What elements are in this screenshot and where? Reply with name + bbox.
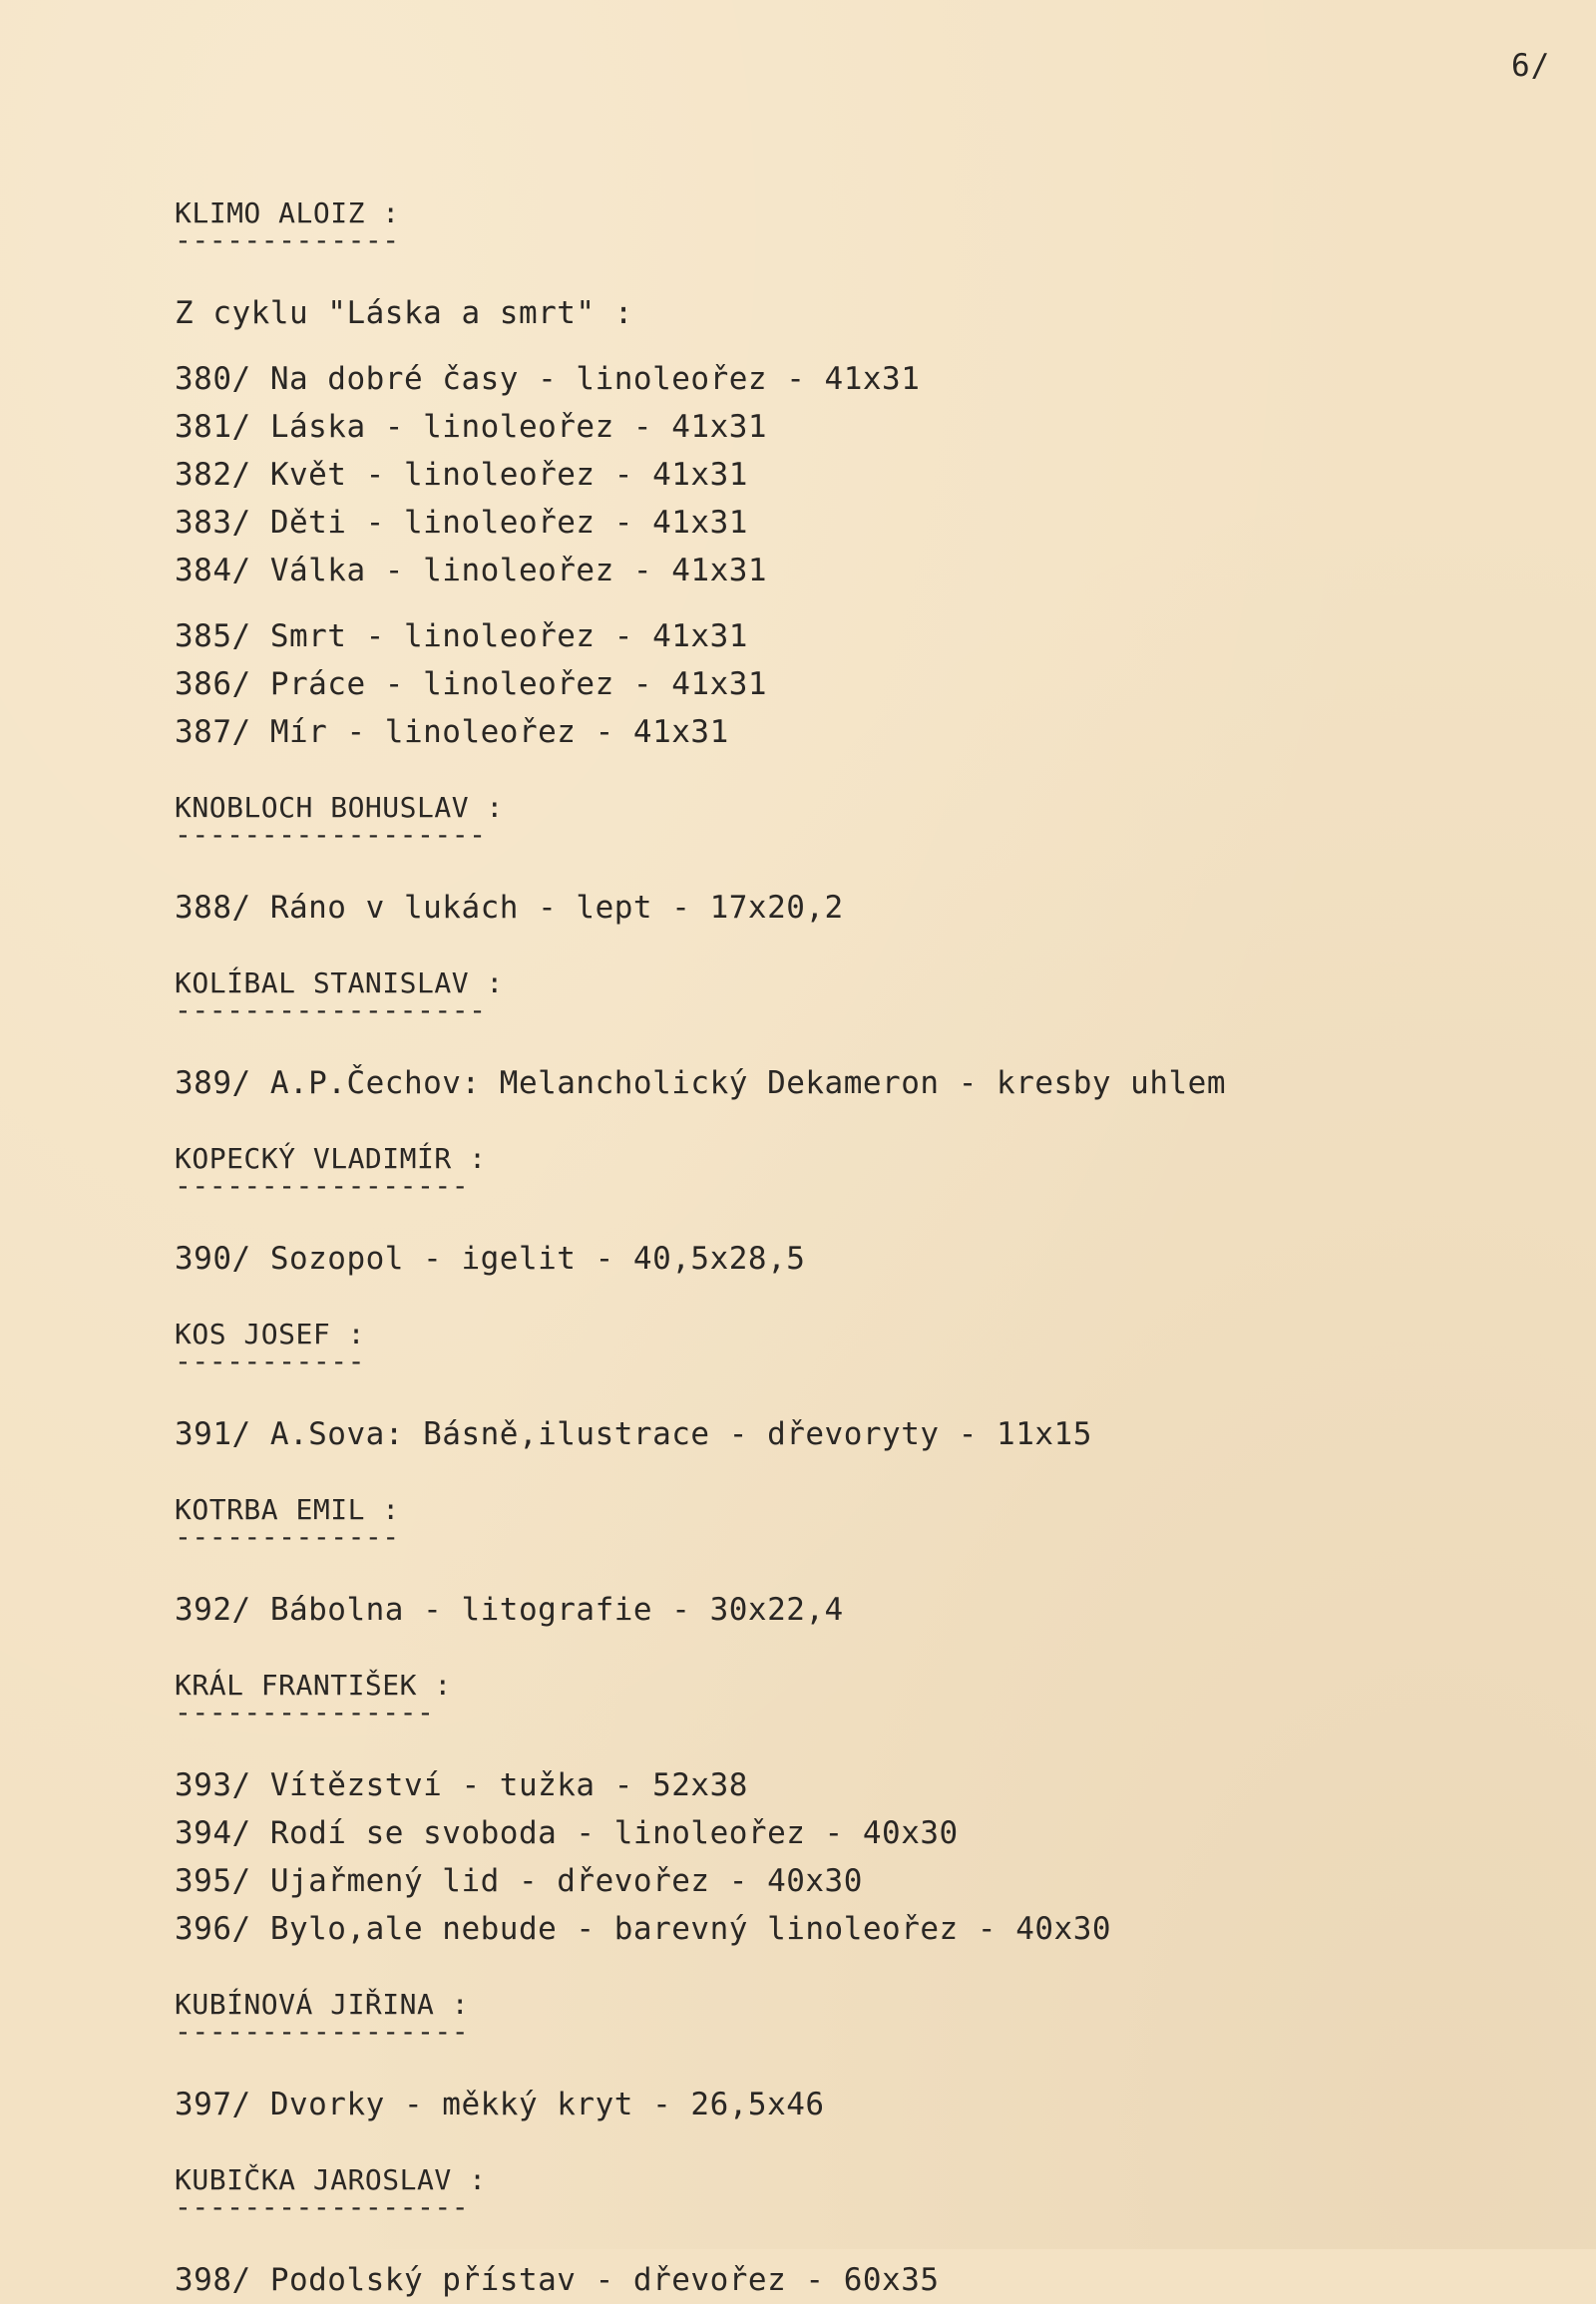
page-number: 6/	[1511, 48, 1551, 84]
section-heading: KRÁL FRANTIŠEK :	[175, 1669, 452, 1702]
section-heading: KOLÍBAL STANISLAV :	[175, 966, 504, 999]
catalog-item: 398/ Podolský přístav - dřevořez - 60x35	[175, 2262, 940, 2298]
section-heading: KOTRBA EMIL :	[175, 1493, 400, 1526]
catalog-item: 390/ Sozopol - igelit - 40,5x28,5	[175, 1241, 806, 1277]
section-heading: KNOBLOCH BOHUSLAV :	[175, 791, 504, 824]
catalog-item: 395/ Ujařmený lid - dřevořez - 40x30	[175, 1863, 863, 1899]
catalog-item: 392/ Bábolna - litografie - 30x22,4	[175, 1592, 844, 1628]
catalog-item: 381/ Láska - linoleořez - 41x31	[175, 409, 768, 445]
catalog-item: 386/ Práce - linoleořez - 41x31	[175, 666, 768, 702]
section-klimo-aloiz	[175, 190, 1491, 756]
heading-underline: -----------------	[175, 2015, 470, 2048]
section-heading: KUBÍNOVÁ JIŘINA :	[175, 1988, 470, 2021]
section-heading: KOPECKÝ VLADIMÍR :	[175, 1142, 487, 1175]
heading-underline: -------------	[175, 1520, 400, 1553]
catalog-item: 387/ Mír - linoleořez - 41x31	[175, 714, 729, 750]
heading-underline: -------------	[175, 223, 400, 256]
section-kos-josef	[175, 1311, 1491, 1458]
heading-underline: ------------------	[175, 818, 487, 851]
heading-underline: ---------------	[175, 1696, 435, 1728]
catalog-item: 391/ A.Sova: Básně,ilustrace - dřevoryty - 11x15	[175, 1416, 1092, 1452]
catalog-item: 385/ Smrt - linoleořez - 41x31	[175, 618, 748, 654]
section-knobloch-bohuslav	[175, 784, 1491, 932]
section-kopecky-vladimir	[175, 1135, 1491, 1283]
section-heading: KLIMO ALOIZ :	[175, 196, 400, 229]
section-subheading: Z cyklu "Láska a smrt" :	[175, 295, 633, 331]
catalog-item: 388/ Ráno v lukách - lept - 17x20,2	[175, 890, 844, 926]
catalog-item: 380/ Na dobré časy - linoleořez - 41x31	[175, 361, 921, 397]
section-heading: KOS JOSEF :	[175, 1318, 365, 1350]
catalog-item: 382/ Květ - linoleořez - 41x31	[175, 457, 748, 493]
catalog-item: 383/ Děti - linoleořez - 41x31	[175, 505, 748, 541]
section-kolibal-stanislav	[175, 960, 1491, 1107]
section-heading: KUBIČKA JAROSLAV :	[175, 2163, 487, 2196]
catalog-item: 397/ Dvorky - měkký kryt - 26,5x46	[175, 2087, 825, 2122]
heading-underline: -----------------	[175, 1169, 470, 1202]
section-kotrba-emil	[175, 1486, 1491, 1634]
section-kral-frantisek	[175, 1662, 1491, 1953]
heading-underline: -----------------	[175, 2190, 470, 2223]
catalog-content	[175, 190, 1491, 2304]
catalog-item: 389/ A.P.Čechov: Melancholický Dekameron - kresby uhlem	[175, 1065, 1226, 1101]
heading-underline: ------------------	[175, 993, 487, 1026]
section-kubicka-jaroslav	[175, 2156, 1491, 2304]
section-kubinova-jirina	[175, 1981, 1491, 2128]
catalog-item: 394/ Rodí se svoboda - linoleořez - 40x30	[175, 1815, 959, 1851]
heading-underline: -----------	[175, 1344, 365, 1377]
catalog-item: 393/ Vítězství - tužka - 52x38	[175, 1767, 748, 1803]
catalog-item: 396/ Bylo,ale nebude - barevný linoleořez - 40x30	[175, 1911, 1112, 1947]
catalog-item: 384/ Válka - linoleořez - 41x31	[175, 553, 768, 588]
